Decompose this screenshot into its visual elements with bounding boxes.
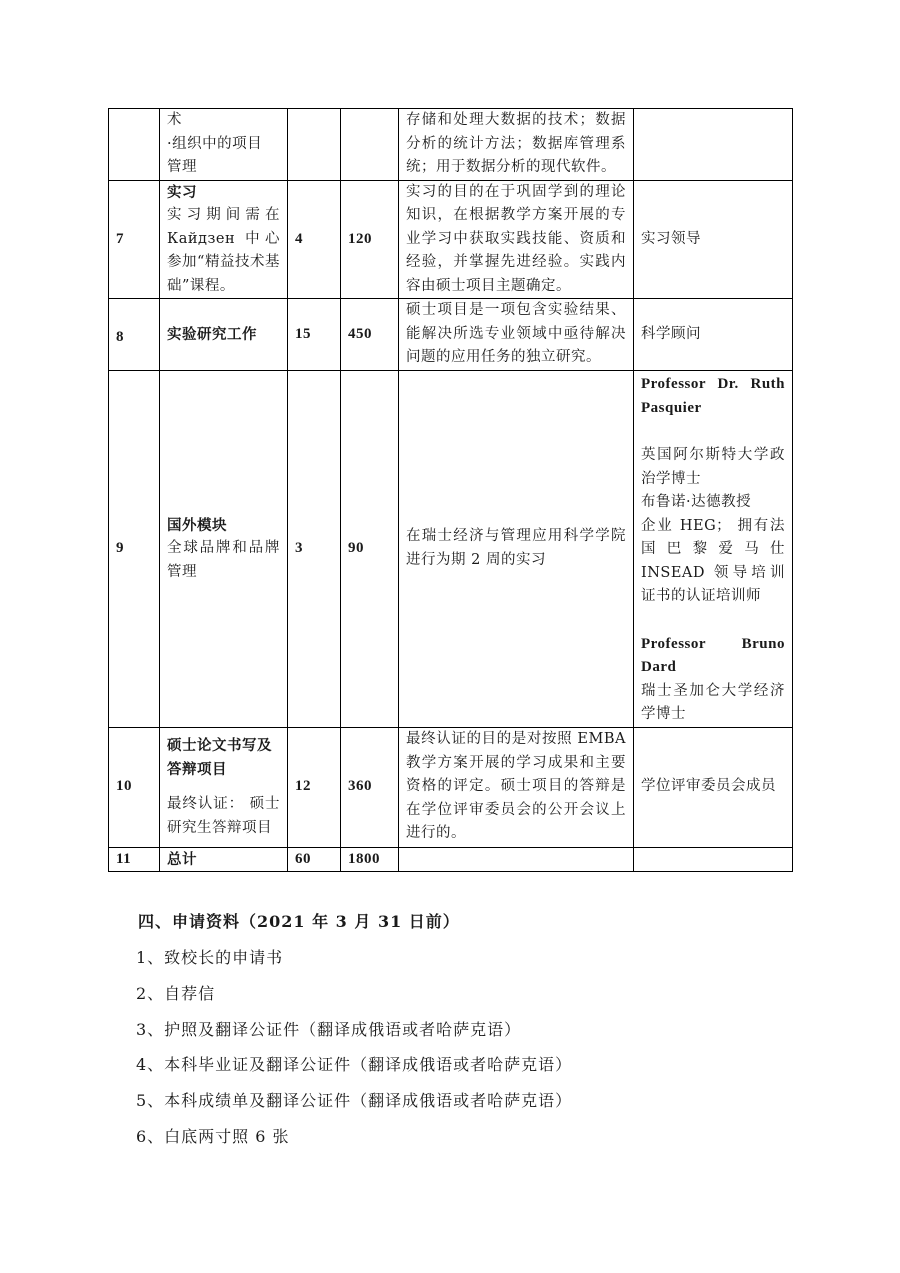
course-line: 术 — [167, 112, 182, 128]
instructor-cell: 科学顾问 — [634, 299, 793, 371]
professor-name: Professor Dr. Ruth Pasquier — [641, 376, 785, 416]
credits-cell: 12 — [288, 727, 341, 847]
course-cell — [160, 109, 288, 181]
course-description: 最终认证： 硕士研究生答辩项目 — [167, 796, 280, 836]
instructor-cell: 实习领导 — [634, 180, 793, 299]
section-heading: 四、申请资料（2021 年 3 月 31 日前） — [138, 912, 460, 931]
spacer — [641, 609, 785, 633]
application-materials-list — [136, 946, 572, 1161]
instructor-cell: 学位评审委员会成员 — [634, 727, 793, 847]
content-cell: 实习的目的在于巩固学到的理论知识，在根据教学方案开展的专业学习中获取实践技能、资质和经验，并掌握先进经验。实践内容由硕士项目主题确定。 — [399, 180, 634, 299]
content-cell: 存储和处理大数据的技术；数据分析的统计方法；数据库管理系统；用于数据分析的现代软件。 — [399, 109, 634, 181]
course-description: 实习期间需在Кайдзен 中心参加“精益技术基础”课程。 — [167, 207, 280, 294]
list-item: 6、白底两寸照 6 张 — [136, 1126, 290, 1146]
hours-cell: 120 — [341, 180, 399, 299]
course-title: 硕士论文书写及答辩项目 — [167, 737, 272, 778]
credits-cell — [288, 109, 341, 181]
course-cell — [160, 180, 288, 299]
content-cell: 最终认证的目的是对按照 EMBA 教学方案开展的学习成果和主要资格的评定。硕士项目的答辩是在学位评审委员会的公开会议上进行的。 — [399, 727, 634, 847]
professor-name: Professor Bruno Dard — [641, 635, 785, 675]
professor-detail: 布鲁诺·达德教授 — [641, 494, 752, 510]
table-row — [109, 180, 793, 299]
professor-detail: 企业 HEG； 拥有法国巴黎爱马仕 INSEAD 领导培训证书的认证培训师 — [641, 517, 785, 604]
row-number: 10 — [109, 727, 160, 847]
course-description: 全球品牌和品牌管理 — [167, 540, 280, 580]
course-title: 总计 — [160, 847, 288, 872]
instructor-cell — [634, 109, 793, 181]
list-item: 3、护照及翻译公证件（翻译成俄语或者哈萨克语） — [136, 1019, 522, 1039]
table-row — [109, 847, 793, 872]
hours-cell — [341, 109, 399, 181]
credits-cell: 60 — [288, 847, 341, 872]
table-row — [109, 727, 793, 847]
table-row — [109, 109, 793, 181]
list-item: 1、致校长的申请书 — [136, 948, 284, 967]
content-cell: 在瑞士经济与管理应用科学学院进行为期 2 周的实习 — [399, 371, 634, 728]
list-item: 2、自荐信 — [136, 983, 216, 1003]
hours-cell: 1800 — [341, 847, 399, 872]
table-row — [109, 299, 793, 371]
course-title: 实习 — [167, 183, 197, 201]
spacer — [641, 420, 785, 444]
content-cell — [399, 847, 634, 872]
hours-cell: 360 — [341, 727, 399, 847]
spacer — [167, 781, 280, 793]
hours-cell: 90 — [341, 371, 399, 728]
course-title: 国外模块 — [167, 516, 227, 534]
course-cell — [160, 727, 288, 847]
row-number — [109, 109, 160, 181]
course-cell — [160, 371, 288, 728]
table-row — [109, 371, 793, 728]
row-number: 11 — [109, 847, 160, 872]
professor-detail: 瑞士圣加仑大学经济学博士 — [641, 682, 785, 722]
program-table — [108, 108, 793, 872]
row-number: 9 — [109, 371, 160, 728]
list-item: 4、本科毕业证及翻译公证件（翻译成俄语或者哈萨克语） — [136, 1055, 573, 1075]
course-line: 管理 — [167, 159, 197, 175]
instructor-cell — [634, 847, 793, 872]
row-number: 8 — [109, 299, 160, 371]
credits-cell: 3 — [288, 371, 341, 728]
hours-cell: 450 — [341, 299, 399, 371]
credits-cell: 4 — [288, 180, 341, 299]
instructor-cell — [634, 371, 793, 728]
course-line: ·组织中的项目 — [167, 135, 263, 152]
row-number: 7 — [109, 180, 160, 299]
professor-detail: 英国阿尔斯特大学政治学博士 — [641, 447, 785, 487]
content-cell: 硕士项目是一项包含实验结果、能解决所选专业领域中亟待解决问题的应用任务的独立研究。 — [399, 299, 634, 371]
list-item: 5、本科成绩单及翻译公证件（翻译成俄语或者哈萨克语） — [136, 1091, 573, 1111]
course-title: 实验研究工作 — [160, 299, 288, 371]
credits-cell: 15 — [288, 299, 341, 371]
